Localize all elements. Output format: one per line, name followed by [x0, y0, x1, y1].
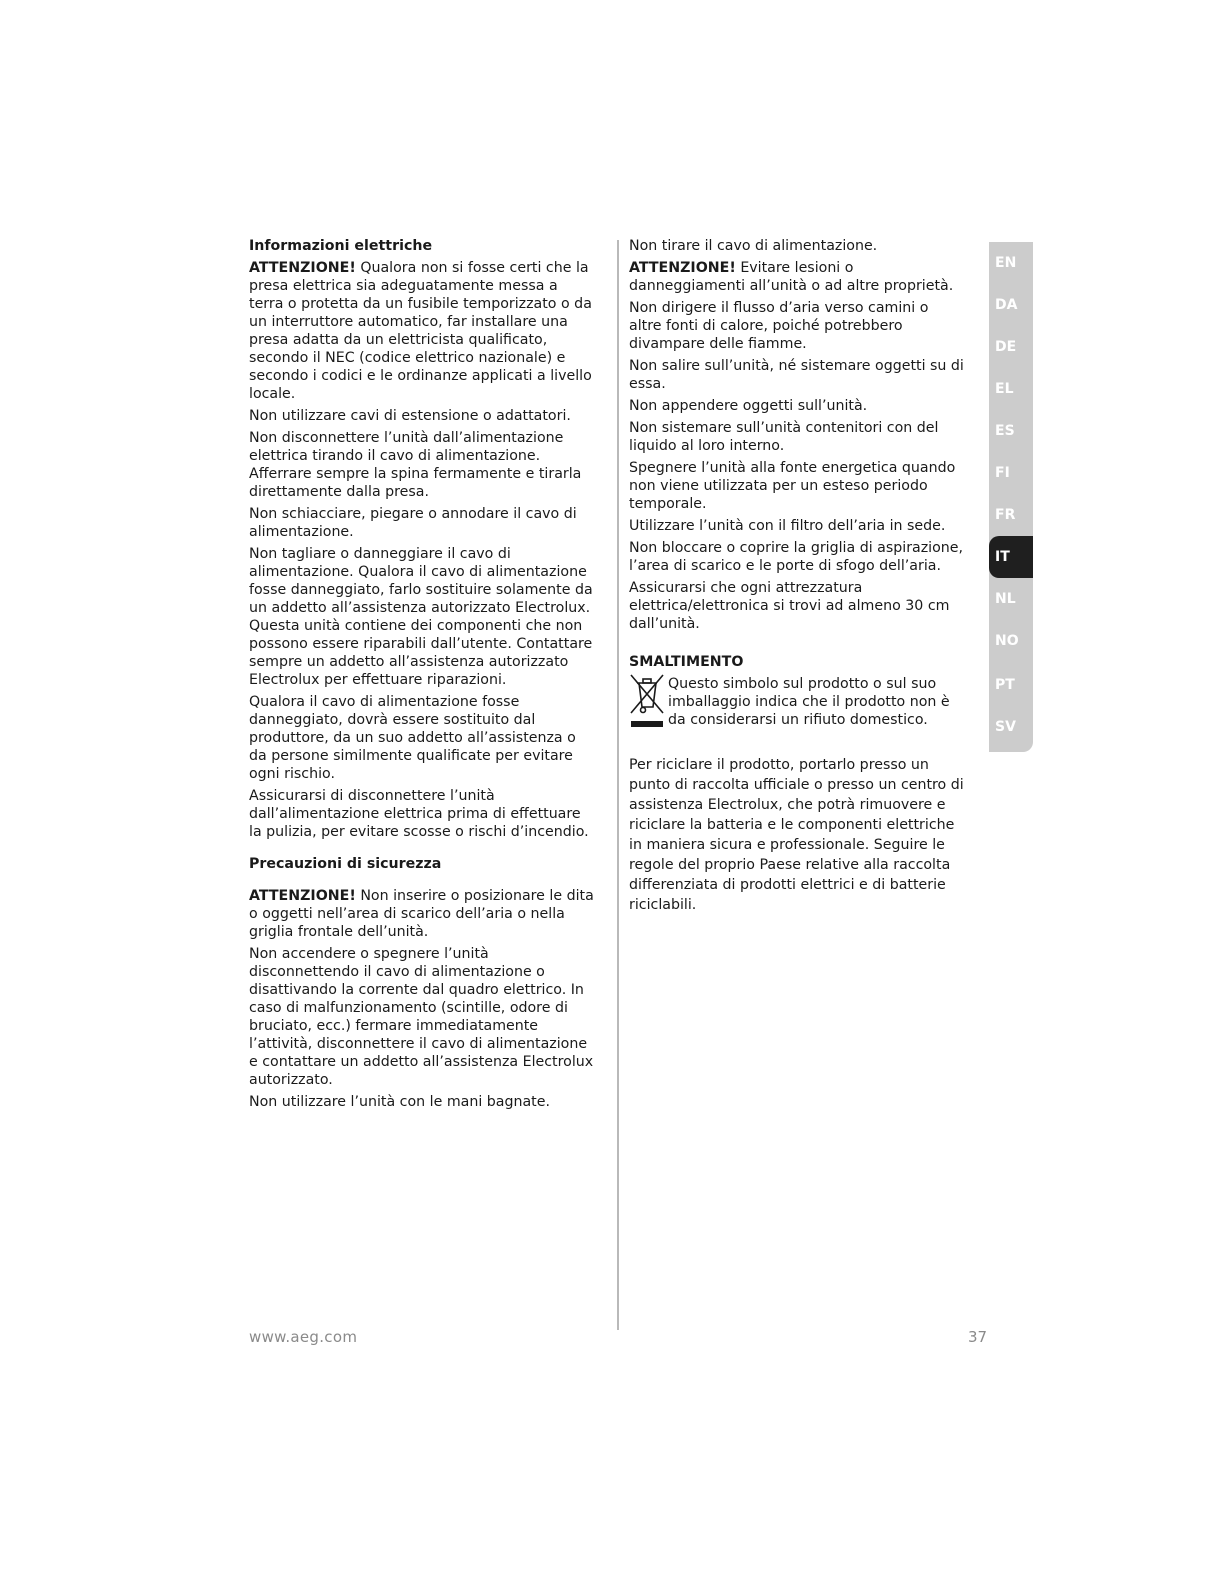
warning-label: ATTENZIONE!	[249, 888, 356, 904]
paragraph: Non utilizzare cavi di estensione o adattatori.	[249, 408, 571, 424]
paragraph: Non salire sull’unità, né sistemare oggetti su di essa.	[629, 358, 964, 392]
recycling-paragraph: Per riciclare il prodotto, portarlo presso un punto di raccolta ufficiale o presso un centro di assistenza Electrolux, che potrà rimuovere e riciclare la batteria e le componenti elettriche in maniera sicura e professionale. Seguire le regole del proprio Paese relative alla raccolta differenziata di prodotti elettrici e di batterie riciclabili.	[629, 757, 964, 913]
language-tab-fr[interactable]: FR	[995, 507, 1016, 523]
section-heading-safety: Precauzioni di sicurezza	[249, 856, 442, 872]
paragraph: Assicurarsi che ogni attrezzatura elettrica/elettronica si trovi ad almeno 30 cm dall’unità.	[629, 580, 950, 632]
paragraph: Non appendere oggetti sull’unità.	[629, 398, 868, 414]
language-tab-nl[interactable]: NL	[995, 591, 1016, 607]
paragraph: Non disconnettere l’unità dall’alimentazione elettrica tirando il cavo di alimentazione. Afferrare sempre la spina fermamente e tirarla direttamente dalla presa.	[249, 430, 582, 500]
language-tab-sv[interactable]: SV	[995, 719, 1016, 735]
language-tab-da[interactable]: DA	[995, 297, 1018, 313]
page-number: 37	[968, 1328, 988, 1346]
paragraph: Non accendere o spegnere l’unità disconnettendo il cavo di alimentazione o disattivando la corrente dal quadro elettrico. In caso di malfunzionamento (scintille, odore di bruciato, ecc.) fermare immediatamente l’attività, disconnettere il cavo di alimentazione e contattare un addetto all’assistenza Electrolux autorizzato.	[249, 946, 594, 1088]
language-tab-es[interactable]: ES	[995, 423, 1015, 439]
paragraph: Non schiacciare, piegare o annodare il cavo di alimentazione.	[249, 506, 577, 540]
paragraph: Non tagliare o danneggiare il cavo di alimentazione. Qualora il cavo di alimentazione fosse danneggiato, farlo sostituire solamente da un addetto all’assistenza autorizzato Electrolux. Questa unità contiene dei componenti che non possono essere riparabili dall’utente. Contattare sempre un addetto all’assistenza autorizzato Electrolux per effettuare riparazioni.	[249, 546, 593, 688]
paragraph: ATTENZIONE! Evitare lesioni o danneggiamenti all’unità o ad altre proprietà.	[629, 260, 954, 294]
paragraph: ATTENZIONE! Non inserire o posizionare le dita o oggetti nell’area di scarico dell’aria o nella griglia frontale dell’unità.	[249, 888, 594, 940]
paragraph: Non dirigere il flusso d’aria verso camini o altre fonti di calore, poiché potrebbero divampare delle fiamme.	[629, 300, 929, 352]
paragraph: Spegnere l’unità alla fonte energetica quando non viene utilizzata per un esteso periodo temporale.	[629, 460, 956, 512]
paragraph: Non utilizzare l’unità con le mani bagnate.	[249, 1094, 550, 1110]
crossed-out-wheelie-bin-icon	[629, 673, 665, 731]
warning-label: ATTENZIONE!	[629, 260, 736, 276]
language-tab-bar	[989, 242, 1033, 752]
language-tab-no[interactable]: NO	[995, 633, 1019, 649]
language-tab-en[interactable]: EN	[995, 255, 1017, 271]
paragraph: Non bloccare o coprire la griglia di aspirazione, l’area di scarico e le porte di sfogo dell’aria.	[629, 540, 964, 574]
section-heading-electrical: Informazioni elettriche	[249, 238, 433, 254]
language-tab-el[interactable]: EL	[995, 381, 1014, 397]
disposal-symbol-text: Questo simbolo sul prodotto o sul suo imballaggio indica che il prodotto non è da considerarsi un rifiuto domestico.	[668, 676, 950, 728]
language-tab-fi[interactable]: FI	[995, 465, 1010, 481]
warning-label: ATTENZIONE!	[249, 260, 356, 276]
column-divider	[617, 240, 619, 1330]
footer-url[interactable]: www.aeg.com	[249, 1328, 358, 1346]
paragraph: Qualora il cavo di alimentazione fosse danneggiato, dovrà essere sostituito dal produttore, da un suo addetto all’assistenza o da persone similmente qualificate per evitare ogni rischio.	[249, 694, 576, 782]
paragraph: Assicurarsi di disconnettere l’unità dall’alimentazione elettrica prima di effettuare la pulizia, per evitare scosse o rischi d’incendio.	[249, 788, 589, 840]
language-tab-pt[interactable]: PT	[995, 677, 1015, 693]
right-column	[629, 237, 964, 919]
paragraph: Utilizzare l’unità con il filtro dell’aria in sede.	[629, 518, 946, 534]
paragraph: Non tirare il cavo di alimentazione.	[629, 238, 878, 254]
disposal-notice	[629, 675, 964, 731]
left-column	[249, 237, 594, 1115]
language-tab-it[interactable]: IT	[989, 536, 1033, 578]
paragraph: ATTENZIONE! Qualora non si fosse certi che la presa elettrica sia adeguatamente messa a terra o protetta da un fusibile temporizzato o da un interruttore automatico, far installare una presa adatta da un elettricista qualificato, secondo il NEC (codice elettrico nazionale) e secondo i codici e le ordinanze applicati a livello locale.	[249, 260, 592, 402]
language-tab-de[interactable]: DE	[995, 339, 1017, 355]
section-heading-disposal: SMALTIMENTO	[629, 654, 744, 670]
paragraph: Non sistemare sull’unità contenitori con del liquido al loro interno.	[629, 420, 939, 454]
